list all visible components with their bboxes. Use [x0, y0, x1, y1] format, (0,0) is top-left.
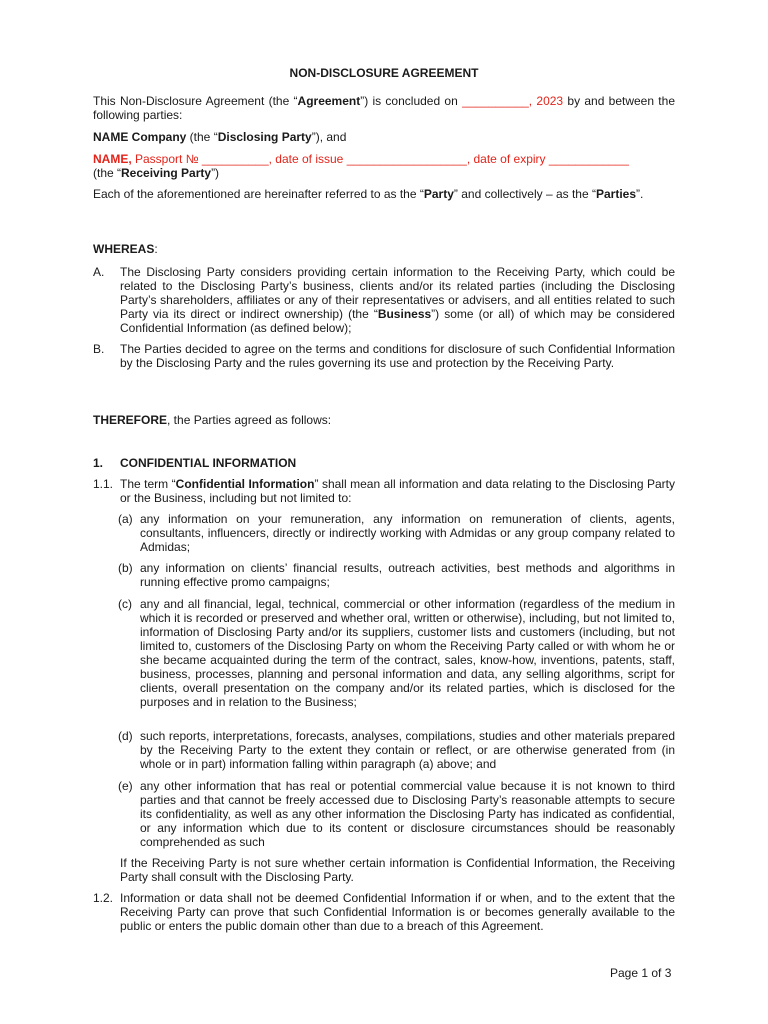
date-blank: __________, 2023	[462, 94, 564, 108]
parties-definition	[93, 187, 675, 201]
clause-1-2-label: 1.2.	[93, 891, 114, 905]
clause-1-1-label: 1.1.	[93, 477, 114, 491]
item-a-label: (a)	[118, 512, 133, 526]
parties-def-text-3: ”.	[636, 187, 644, 201]
parties-def-text-2: ” and collectively – as the “	[453, 187, 596, 201]
clause-1-2-text: Information or data shall not be deemed Confidential Information if or when, and to the extent that the Receiving Party can prove that such Confidential Information is or becomes generally available to the public or enters the public domain other than due to a breach of this Agreement.	[120, 891, 675, 933]
document-title: NON-DISCLOSURE AGREEMENT	[289, 66, 479, 80]
whereas-a-text-2: ”) some (or all) of which may be considered Confidential Information (as defined below);	[120, 307, 675, 335]
receiving-party-line	[93, 152, 675, 180]
receiving-party-details: Passport № __________, date of issue __________________, date of expiry ____________	[131, 152, 629, 166]
parties-def-text-1: Each of the aforementioned are hereinafter referred to as the “	[93, 187, 424, 201]
intro-text-2: ”) is concluded on	[360, 94, 463, 108]
therefore-heading: THEREFORE	[93, 413, 168, 427]
item-c-label: (c)	[118, 597, 132, 611]
item-b-text: any information on clients’ financial results, outreach activities, best methods and algorithms in running effective promo campaigns;	[140, 561, 675, 589]
whereas-b-label: B.	[93, 342, 105, 356]
disclosing-party-line	[93, 130, 675, 144]
party-term: Party	[423, 187, 454, 201]
clause-1-1-tail: If the Receiving Party is not sure whether certain information is Confidential Information, the Receiving Party shall consult with the Disclosing Party.	[120, 856, 675, 884]
whereas-a-label: A.	[93, 265, 105, 279]
clause-1-1-text-1: The term “	[120, 477, 176, 491]
confidential-information-term: Confidential Information	[175, 477, 315, 491]
whereas-a-text-1: The Disclosing Party considers providing certain information to the Receiving Party, which could be related to the Disclosing Party’s business, clients and/or its related parties (including the Disclosing Party’s shareholders, affiliates or any of their representatives or advisers, and all entities related to such Party via its direct or indirect ownership) (the “	[120, 265, 675, 321]
item-e-text: any other information that has real or potential commercial value because it is not known to third parties and that cannot be freely accessed due to Disclosing Party’s reasonable attempts to secure its confidentiality, as well as any other information the Disclosing Party has indicated as confidential, or any information which due to its content or disclosure circumstances should be reasonably comprehended as such	[140, 779, 675, 849]
party1-text-2: ”), and	[311, 130, 347, 144]
whereas-b-text: The Parties decided to agree on the terms and conditions for disclosure of such Confidential Information by the Disclosing Party and the rules governing its use and protection by the Receiving Party.	[120, 342, 675, 370]
agreement-term: Agreement	[297, 94, 361, 108]
item-b-label: (b)	[118, 561, 133, 575]
clause-1-1-text	[120, 477, 675, 505]
party2-text-1: (the “	[93, 166, 122, 180]
page-number: Page 1 of 3	[610, 966, 672, 980]
section-1-number: 1.	[93, 456, 104, 470]
disclosing-party-role: Disclosing Party	[217, 130, 312, 144]
whereas-title: WHEREAS	[93, 242, 155, 256]
item-d-label: (d)	[118, 729, 133, 743]
item-a-text: any information on your remuneration, any information on remuneration of clients, agents, consultants, influencers, directly or indirectly working with Admidas or any group company related to Admidas;	[140, 512, 675, 554]
party1-text-1: (the “	[186, 130, 218, 144]
party2-text-2: ”)	[211, 166, 220, 180]
section-1-heading: CONFIDENTIAL INFORMATION	[120, 456, 297, 470]
item-e-label: (e)	[118, 779, 133, 793]
receiving-party-role: Receiving Party	[121, 166, 212, 180]
intro-text-3: by and between the following parties:	[93, 94, 675, 122]
intro-paragraph	[93, 94, 675, 122]
parties-term: Parties	[595, 187, 637, 201]
whereas-colon: :	[154, 242, 158, 256]
whereas-heading	[93, 242, 158, 256]
item-d-text: such reports, interpretations, forecasts, analyses, compilations, studies and other materials prepared by the Receiving Party to the extent they contain or reflect, or are otherwise generated from (in whole or in part) information falling within paragraph (a) above; and	[140, 729, 675, 771]
disclosing-party-name: NAME Company	[93, 130, 187, 144]
receiving-party-name: NAME,	[93, 152, 132, 166]
business-term: Business	[377, 307, 432, 321]
clause-1-1-text-2: ” shall mean all information and data relating to the Disclosing Party or the Business, including but not limited to:	[120, 477, 676, 505]
therefore-text: , the Parties agreed as follows:	[167, 413, 332, 427]
therefore-line	[93, 413, 331, 427]
item-c-text: any and all financial, legal, technical, commercial or other information (regardless of the medium in which it is recorded or preserved and whether oral, written or otherwise), including, but not limited to, information of Disclosing Party and/or its suppliers, customer lists and customers (including, but not limited to, customers of the Disclosing Party on whom the Receiving Party called or with whom he or she became acquainted during the term of the contract, sales, know-how, inventions, patents, staff, business, processes, planning and personal information and data, any selling algorithms, script for clients, overall presentation on the company and/or its related parties, which is disclosed for the purposes and in relation to the Business;	[140, 597, 675, 709]
intro-text-1: This Non-Disclosure Agreement (the “	[93, 94, 298, 108]
whereas-a-text	[120, 265, 675, 335]
